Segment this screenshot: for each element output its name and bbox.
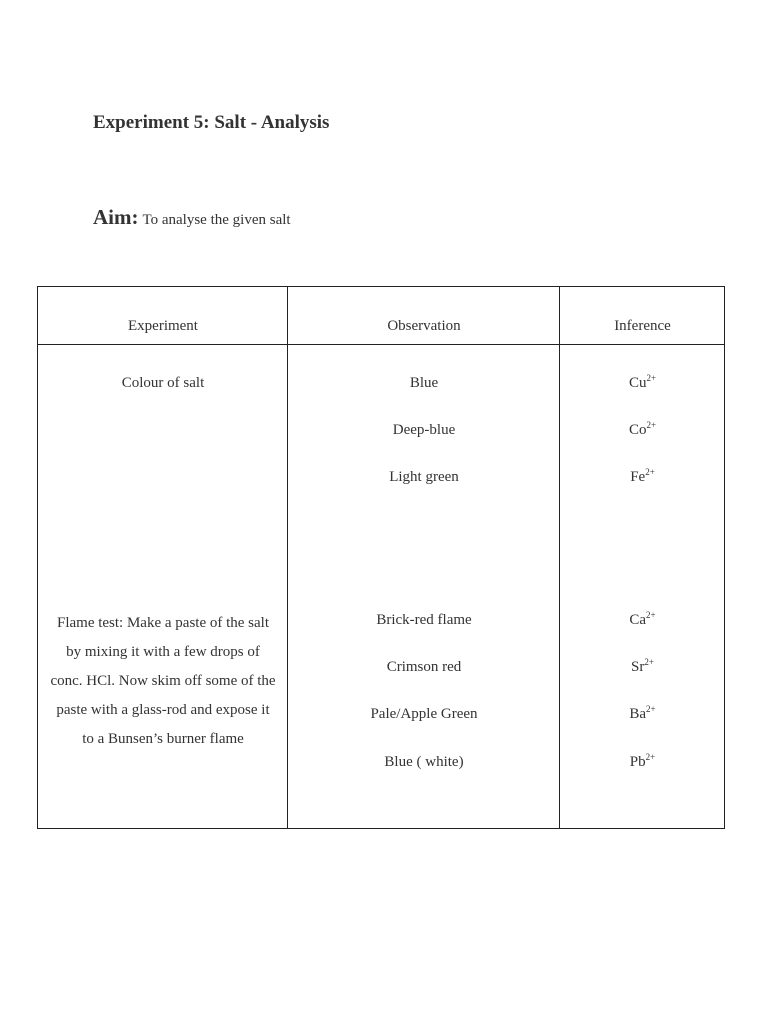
header-experiment: Experiment: [128, 318, 198, 334]
inference-ion: $Sr^{2+}$: [631, 657, 654, 675]
header-observation: Observation: [387, 318, 461, 334]
page-title: Experiment 5: Salt - Analysis: [93, 112, 330, 133]
column-divider: [559, 287, 560, 828]
flame-test-line: paste with a glass-rod and expose it: [56, 702, 270, 718]
observation-cell: Brick-red flame: [376, 612, 472, 628]
aim-text: To analyse the given salt: [142, 212, 291, 228]
header-divider: [38, 344, 724, 345]
header-inference: Inference: [614, 318, 671, 334]
observation-cell: Blue ( white): [384, 754, 464, 770]
observation-cell: Deep-blue: [392, 422, 456, 438]
observation-cell: Pale/Apple Green: [370, 706, 478, 722]
flame-test-line: to a Bunsen’s burner flame: [82, 731, 244, 747]
observation-cell: Light green: [389, 469, 459, 485]
inference-ion: $Cu^{2+}$: [628, 373, 657, 391]
salt-analysis-table: [37, 286, 725, 829]
observation-cell: Blue: [409, 375, 439, 391]
experiment-flame-test: [38, 609, 288, 754]
experiment-colour-of-salt: Colour of salt: [121, 375, 205, 391]
flame-test-line: conc. HCl. Now skim off some of the: [50, 673, 276, 689]
aim-line: [93, 205, 291, 230]
aim-label: Aim:: [93, 205, 139, 229]
inference-ion: $Pb^{2+}$: [629, 752, 656, 770]
flame-test-line: Flame test: Make a paste of the salt: [56, 615, 270, 631]
inference-ion: $Fe^{2+}$: [630, 467, 655, 485]
inference-ion: $Ba^{2+}$: [629, 704, 656, 722]
inference-ion: $Co^{2+}$: [628, 420, 657, 438]
observation-cell: Crimson red: [386, 659, 462, 675]
inference-ion: $Ca^{2+}$: [629, 610, 656, 628]
flame-test-line: by mixing it with a few drops of: [66, 644, 260, 660]
